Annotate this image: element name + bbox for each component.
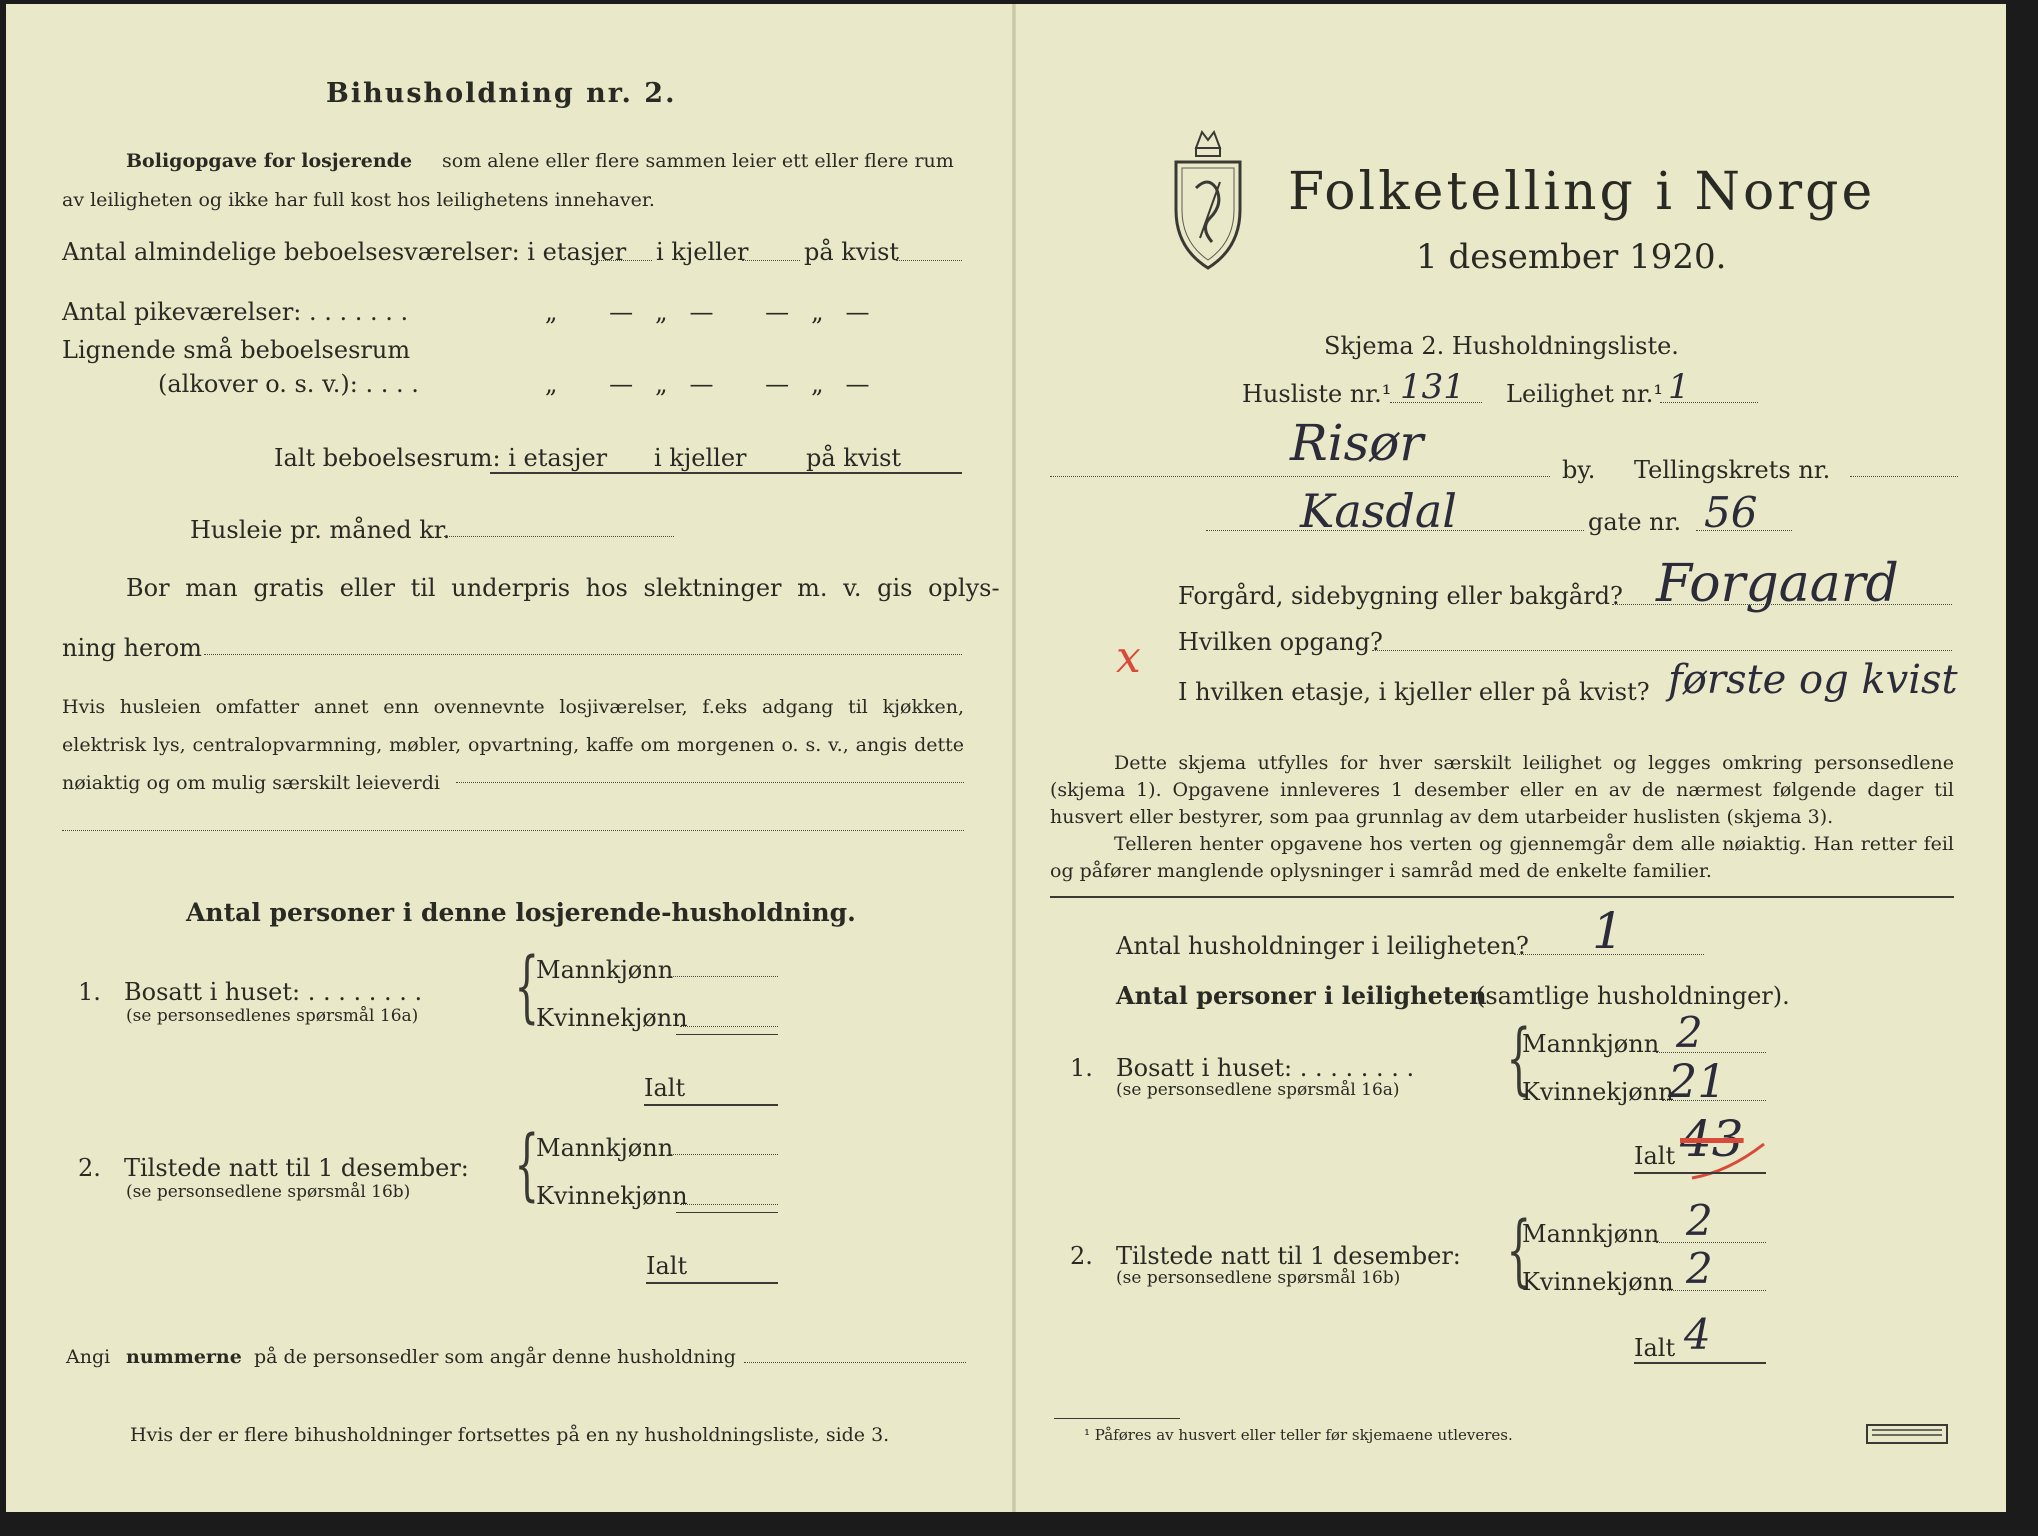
r-q1-female-line bbox=[1662, 1100, 1766, 1101]
leilighet-label: Leilighet nr.¹ bbox=[1506, 380, 1664, 408]
rooms-kvist: på kvist bbox=[804, 238, 900, 266]
r-q2-male-line bbox=[1656, 1242, 1766, 1243]
includes-line-1[interactable] bbox=[456, 782, 964, 783]
q2-total-label: Ialt bbox=[646, 1252, 688, 1280]
r-q2-number: 2. bbox=[1070, 1242, 1093, 1270]
q2-male-label: Mannkjønn bbox=[536, 1134, 674, 1162]
pike-label: Antal pikeværelser: . . . . . . . bbox=[62, 298, 409, 326]
etasje-label: I hvilken etasje, i kjeller eller på kvist? bbox=[1178, 678, 1650, 706]
free-line-1: Bor man gratis eller til underpris hos slektninger m. v. gis oplys- bbox=[126, 574, 1000, 602]
r-q1-label: Bosatt i huset: . . . . . . . . bbox=[1116, 1054, 1415, 1082]
rooms-etasjer-line[interactable] bbox=[592, 260, 652, 261]
r-q2-total-value[interactable]: 4 bbox=[1684, 1310, 1711, 1359]
q2-male-line[interactable] bbox=[670, 1154, 778, 1155]
husliste-line bbox=[1390, 402, 1482, 403]
q1-total-line[interactable] bbox=[644, 1104, 778, 1106]
r-q2-female-value[interactable]: 2 bbox=[1686, 1244, 1713, 1293]
bihusholdning-title: Bihusholdning nr. 2. bbox=[326, 78, 677, 109]
total-rooms-kjeller: i kjeller bbox=[654, 444, 747, 472]
coat-of-arms-icon bbox=[1166, 118, 1250, 272]
persons-heading-bold: Antal personer i leiligheten bbox=[1116, 981, 1487, 1010]
free-line-2: ning herom bbox=[62, 634, 202, 662]
free-line[interactable] bbox=[204, 654, 962, 655]
r-q2-total-label: Ialt bbox=[1634, 1334, 1676, 1362]
opgang-line[interactable] bbox=[1372, 650, 1952, 651]
census-title: Folketelling i Norge bbox=[1288, 162, 1876, 222]
angi-pre: Angi bbox=[66, 1346, 111, 1368]
includes-line-2[interactable] bbox=[62, 830, 964, 831]
footnote: ¹ Påføres av husvert eller teller før skjemaene utleveres. bbox=[1084, 1426, 1513, 1444]
r-q2-brace: { bbox=[1506, 1206, 1532, 1296]
total-rooms-label: Ialt beboelsesrum: i etasjer bbox=[274, 444, 608, 472]
printer-stamp-icon bbox=[1866, 1424, 1948, 1444]
q1-sum-rule bbox=[676, 1034, 778, 1035]
rooms-kvist-line[interactable] bbox=[896, 260, 962, 261]
schema-label: Skjema 2. Husholdningsliste. bbox=[1324, 332, 1679, 360]
forgard-value[interactable]: Forgaard bbox=[1656, 554, 1899, 614]
similar-label-2: (alkover o. s. v.): . . . . bbox=[158, 370, 419, 398]
q2-female-line[interactable] bbox=[680, 1204, 778, 1205]
page-fold bbox=[1012, 4, 1016, 1512]
angi-post: på de personsedler som angår denne husholdning bbox=[254, 1346, 736, 1368]
etasje-value[interactable]: første og kvist bbox=[1668, 657, 1958, 703]
husliste-label: Husliste nr.¹ bbox=[1242, 380, 1392, 408]
r-q2-total-line bbox=[1634, 1362, 1766, 1364]
r-q1-male-line bbox=[1656, 1052, 1766, 1053]
r-q2-label: Tilstede natt til 1 desember: bbox=[1116, 1242, 1461, 1270]
r-q2-female-line bbox=[1662, 1290, 1766, 1291]
census-date: 1 desember 1920. bbox=[1416, 237, 1727, 277]
intro-bold: Boligopgave for losjerende bbox=[126, 150, 413, 172]
forgard-line bbox=[1612, 604, 1952, 605]
krets-label: Tellingskrets nr. bbox=[1634, 456, 1831, 484]
more-households: Hvis der er flere bihusholdninger fortsettes på en ny husholdningsliste, side 3. bbox=[130, 1424, 890, 1446]
rooms-kjeller-line[interactable] bbox=[742, 260, 800, 261]
gate-line bbox=[1696, 530, 1792, 531]
rooms-kjeller: i kjeller bbox=[656, 238, 749, 266]
q2-label: Tilstede natt til 1 desember: bbox=[124, 1154, 469, 1182]
q1-male-line[interactable] bbox=[670, 976, 778, 977]
r-q1-female-value[interactable]: 21 bbox=[1668, 1054, 1727, 1108]
gate-label: gate nr. bbox=[1588, 508, 1682, 536]
leilighet-line bbox=[1660, 402, 1758, 403]
q1-brace: { bbox=[514, 942, 540, 1032]
red-check-mark: x bbox=[1116, 632, 1141, 683]
q2-sum-rule bbox=[676, 1212, 778, 1213]
intro-line-2: av leiligheten og ikke har full kost hos leilighetens innehaver. bbox=[62, 189, 655, 211]
similar-ditto: „ —„— —„— bbox=[545, 370, 892, 398]
r-q1-number: 1. bbox=[1070, 1054, 1093, 1082]
pike-ditto: „ —„— —„— bbox=[545, 298, 892, 326]
total-rooms-kvist: på kvist bbox=[806, 444, 902, 472]
r-q1-male-label: Mannkjønn bbox=[1522, 1030, 1660, 1058]
q2-total-line[interactable] bbox=[646, 1282, 778, 1284]
q1-female-line[interactable] bbox=[680, 1026, 778, 1027]
r-q1-female-label: Kvinnekjønn bbox=[1522, 1078, 1674, 1106]
r-q2-male-value[interactable]: 2 bbox=[1686, 1196, 1713, 1245]
households-label: Antal husholdninger i leiligheten? bbox=[1116, 932, 1529, 960]
husliste-value[interactable]: 131 bbox=[1400, 367, 1465, 407]
gate-value[interactable]: 56 bbox=[1704, 488, 1758, 537]
total-rooms-underline[interactable] bbox=[490, 472, 962, 474]
r-q1-sub: (se personsedlene spørsmål 16a) bbox=[1116, 1080, 1400, 1100]
instructions-rule bbox=[1050, 896, 1954, 898]
town-suffix: by. bbox=[1562, 456, 1596, 484]
r-q2-male-label: Mannkjønn bbox=[1522, 1220, 1660, 1248]
leilighet-value[interactable]: 1 bbox=[1668, 367, 1690, 407]
q1-number: 1. bbox=[78, 978, 101, 1006]
intro-line-1: som alene eller flere sammen leier ett eller flere rum bbox=[442, 150, 954, 172]
q1-male-label: Mannkjønn bbox=[536, 956, 674, 984]
r-q2-female-label: Kvinnekjønn bbox=[1522, 1268, 1674, 1296]
r-q2-sub: (se personsedlene spørsmål 16b) bbox=[1116, 1268, 1401, 1288]
rent-line[interactable] bbox=[444, 536, 674, 537]
persons-heading-rest: (samtlige husholdninger). bbox=[1476, 982, 1790, 1010]
opgang-label: Hvilken opgang? bbox=[1178, 628, 1383, 656]
angi-line[interactable] bbox=[744, 1362, 966, 1363]
town-value[interactable]: Risør bbox=[1290, 414, 1424, 472]
r-q1-total-line bbox=[1634, 1172, 1766, 1174]
street-line bbox=[1206, 530, 1584, 531]
footnote-rule bbox=[1054, 1418, 1180, 1419]
q2-brace: { bbox=[514, 1120, 540, 1210]
town-line bbox=[1050, 476, 1550, 477]
households-line bbox=[1514, 954, 1704, 955]
r-q1-brace: { bbox=[1506, 1014, 1532, 1104]
street-value[interactable]: Kasdal bbox=[1300, 484, 1457, 538]
r-q1-total-value[interactable]: 43 bbox=[1680, 1110, 1744, 1168]
similar-label-1: Lignende små beboelsesrum bbox=[62, 336, 411, 364]
rooms-label: Antal almindelige beboelsesværelser: i etasjer bbox=[62, 238, 627, 266]
persons-heading: Antal personer i denne losjerende-husholdning. bbox=[186, 898, 856, 927]
q2-number: 2. bbox=[78, 1154, 101, 1182]
households-value[interactable]: 1 bbox=[1592, 902, 1624, 960]
q2-female-label: Kvinnekjønn bbox=[536, 1182, 688, 1210]
red-correction-stroke-icon bbox=[1688, 1138, 1768, 1188]
rent-label: Husleie pr. måned kr. bbox=[190, 516, 451, 544]
q1-total-label: Ialt bbox=[644, 1074, 686, 1102]
q1-sub: (se personsedlenes spørsmål 16a) bbox=[126, 1006, 419, 1026]
instructions-2: Telleren henter opgavene hos verten og gjennemgår dem alle nøiaktig. Han retter feil og påfører manglende oplysninger i samråd med de enkelte familier. bbox=[1050, 833, 1954, 882]
r-q1-male-value[interactable]: 2 bbox=[1676, 1008, 1703, 1057]
krets-line[interactable] bbox=[1850, 476, 1958, 477]
includes-text: Hvis husleien omfatter annet enn ovennevnte losjiværelser, f.eks adgang til kjøkken, elektrisk lys, centralopvarmning, møbler, opvartning, kaffe om morgenen o. s. v., angis dette nøiaktig og om mulig særskilt leieverdi bbox=[62, 696, 964, 794]
r-q1-total-label: Ialt bbox=[1634, 1142, 1676, 1170]
forgard-label: Forgård, sidebygning eller bakgård? bbox=[1178, 582, 1623, 610]
q2-sub: (se personsedlene spørsmål 16b) bbox=[126, 1182, 411, 1202]
angi-bold: nummerne bbox=[126, 1346, 242, 1368]
q1-female-label: Kvinnekjønn bbox=[536, 1004, 688, 1032]
instructions-1: Dette skjema utfylles for hver særskilt leilighet og legges omkring personsedlene (skjema 1). Opgavene innleveres 1 desember eller en av de nærmest følgende dager til husvert eller bestyrer, som paa grunnlag av dem utarbeider huslisten (skjema 3). bbox=[1050, 752, 1954, 828]
q1-label: Bosatt i huset: . . . . . . . . bbox=[124, 978, 423, 1006]
